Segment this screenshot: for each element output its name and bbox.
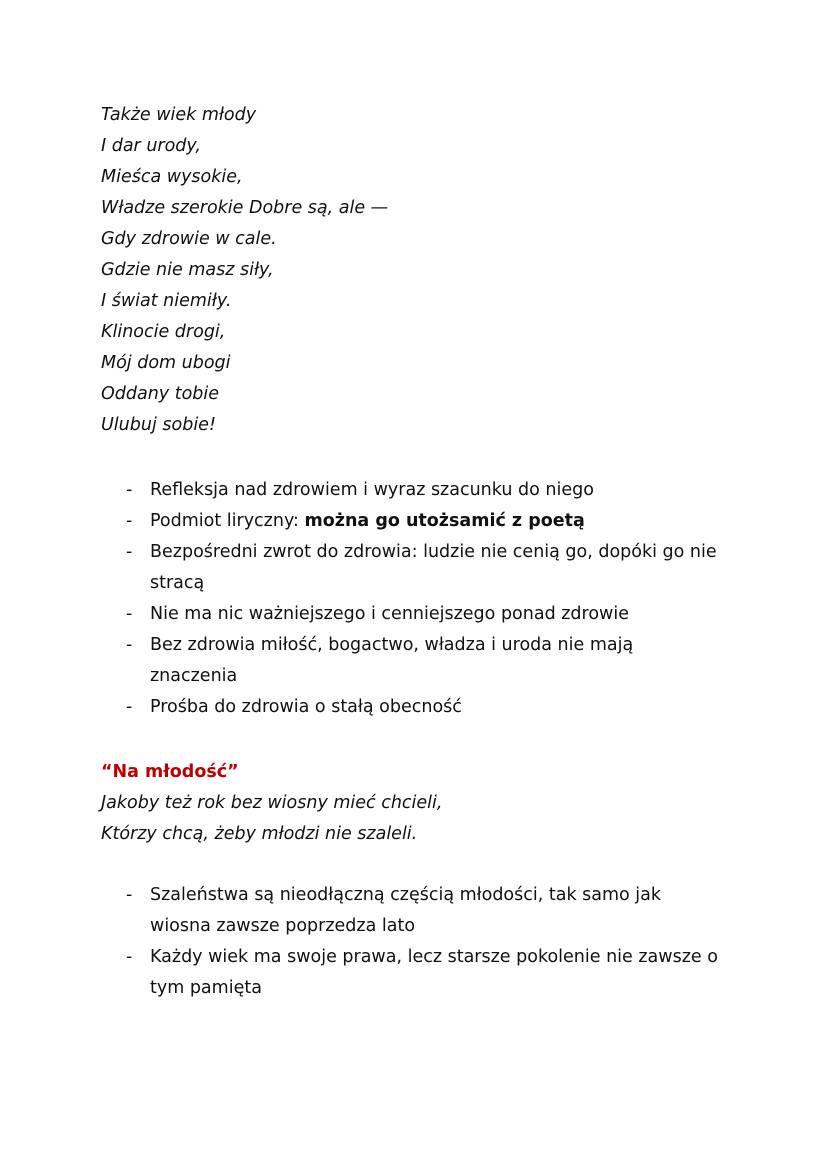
poem-line: Gdy zdrowie w cale. bbox=[101, 229, 277, 249]
list-item-continuation: stracą bbox=[150, 573, 205, 593]
poem-line: Mój dom ubogi bbox=[101, 353, 231, 373]
list-item bbox=[101, 692, 751, 723]
list-item-text: Nie ma nic ważniejszego i cenniejszego ponad zdrowie bbox=[150, 604, 629, 624]
poem-line: Jakoby też rok bez wiosny mieć chcieli, bbox=[101, 793, 443, 813]
bullet-dash: - bbox=[126, 511, 133, 531]
poem-line: Którzy chcą, żeby młodzi nie szaleli. bbox=[101, 824, 418, 844]
poem-line: Oddany tobie bbox=[101, 384, 220, 404]
poem-line: I świat niemiły. bbox=[101, 291, 232, 311]
section-na-mlodosc bbox=[101, 757, 751, 1004]
list-item-bold-text: można go utożsamić z poetą bbox=[304, 511, 585, 531]
poem-line: Klinocie drogi, bbox=[101, 322, 226, 342]
list-item-text: Prośba do zdrowia o stałą obecność bbox=[150, 697, 462, 717]
list-item bbox=[101, 880, 751, 911]
document-page bbox=[101, 100, 751, 1004]
bullet-dash: - bbox=[126, 635, 133, 655]
list-item bbox=[101, 506, 751, 537]
bullet-dash: - bbox=[126, 480, 133, 500]
poem-line: Ulubuj sobie! bbox=[101, 415, 216, 435]
poem-line: Gdzie nie masz siły, bbox=[101, 260, 274, 280]
poem-line: Mieśca wysokie, bbox=[101, 167, 243, 187]
list-item-text: Podmiot liryczny: bbox=[150, 511, 305, 531]
bullet-dash: - bbox=[126, 697, 133, 717]
list-item-text: Refleksja nad zdrowiem i wyraz szacunku do niego bbox=[150, 480, 594, 500]
bullet-dash: - bbox=[126, 885, 133, 905]
list-item-text: Każdy wiek ma swoje prawa, lecz starsze pokolenie nie zawsze o bbox=[150, 947, 718, 967]
list-item bbox=[101, 475, 751, 506]
poem-line: Władze szerokie Dobre są, ale — bbox=[101, 198, 389, 218]
list-item-continuation: tym pamięta bbox=[150, 978, 262, 998]
poem-line: I dar urody, bbox=[101, 136, 201, 156]
poem-line: Także wiek młody bbox=[101, 105, 257, 125]
list-item bbox=[101, 630, 751, 661]
list-item bbox=[101, 599, 751, 630]
list-item bbox=[101, 942, 751, 973]
list-item bbox=[101, 537, 751, 568]
notes-list bbox=[101, 475, 751, 723]
list-item-continuation: wiosna zawsze poprzedza lato bbox=[150, 916, 416, 936]
list-item-text: Bez zdrowia miłość, bogactwo, władza i uroda nie mają bbox=[150, 635, 634, 655]
list-item-continuation: znaczenia bbox=[150, 666, 238, 686]
list-item-text: Szaleństwa są nieodłączną częścią młodości, tak samo jak bbox=[150, 885, 662, 905]
poem-fragment bbox=[101, 100, 751, 441]
bullet-dash: - bbox=[126, 604, 133, 624]
section-title: “Na młodość” bbox=[101, 762, 239, 782]
bullet-dash: - bbox=[126, 542, 133, 562]
list-item-text: Bezpośredni zwrot do zdrowia: ludzie nie cenią go, dopóki go nie bbox=[150, 542, 717, 562]
bullet-dash: - bbox=[126, 947, 133, 967]
